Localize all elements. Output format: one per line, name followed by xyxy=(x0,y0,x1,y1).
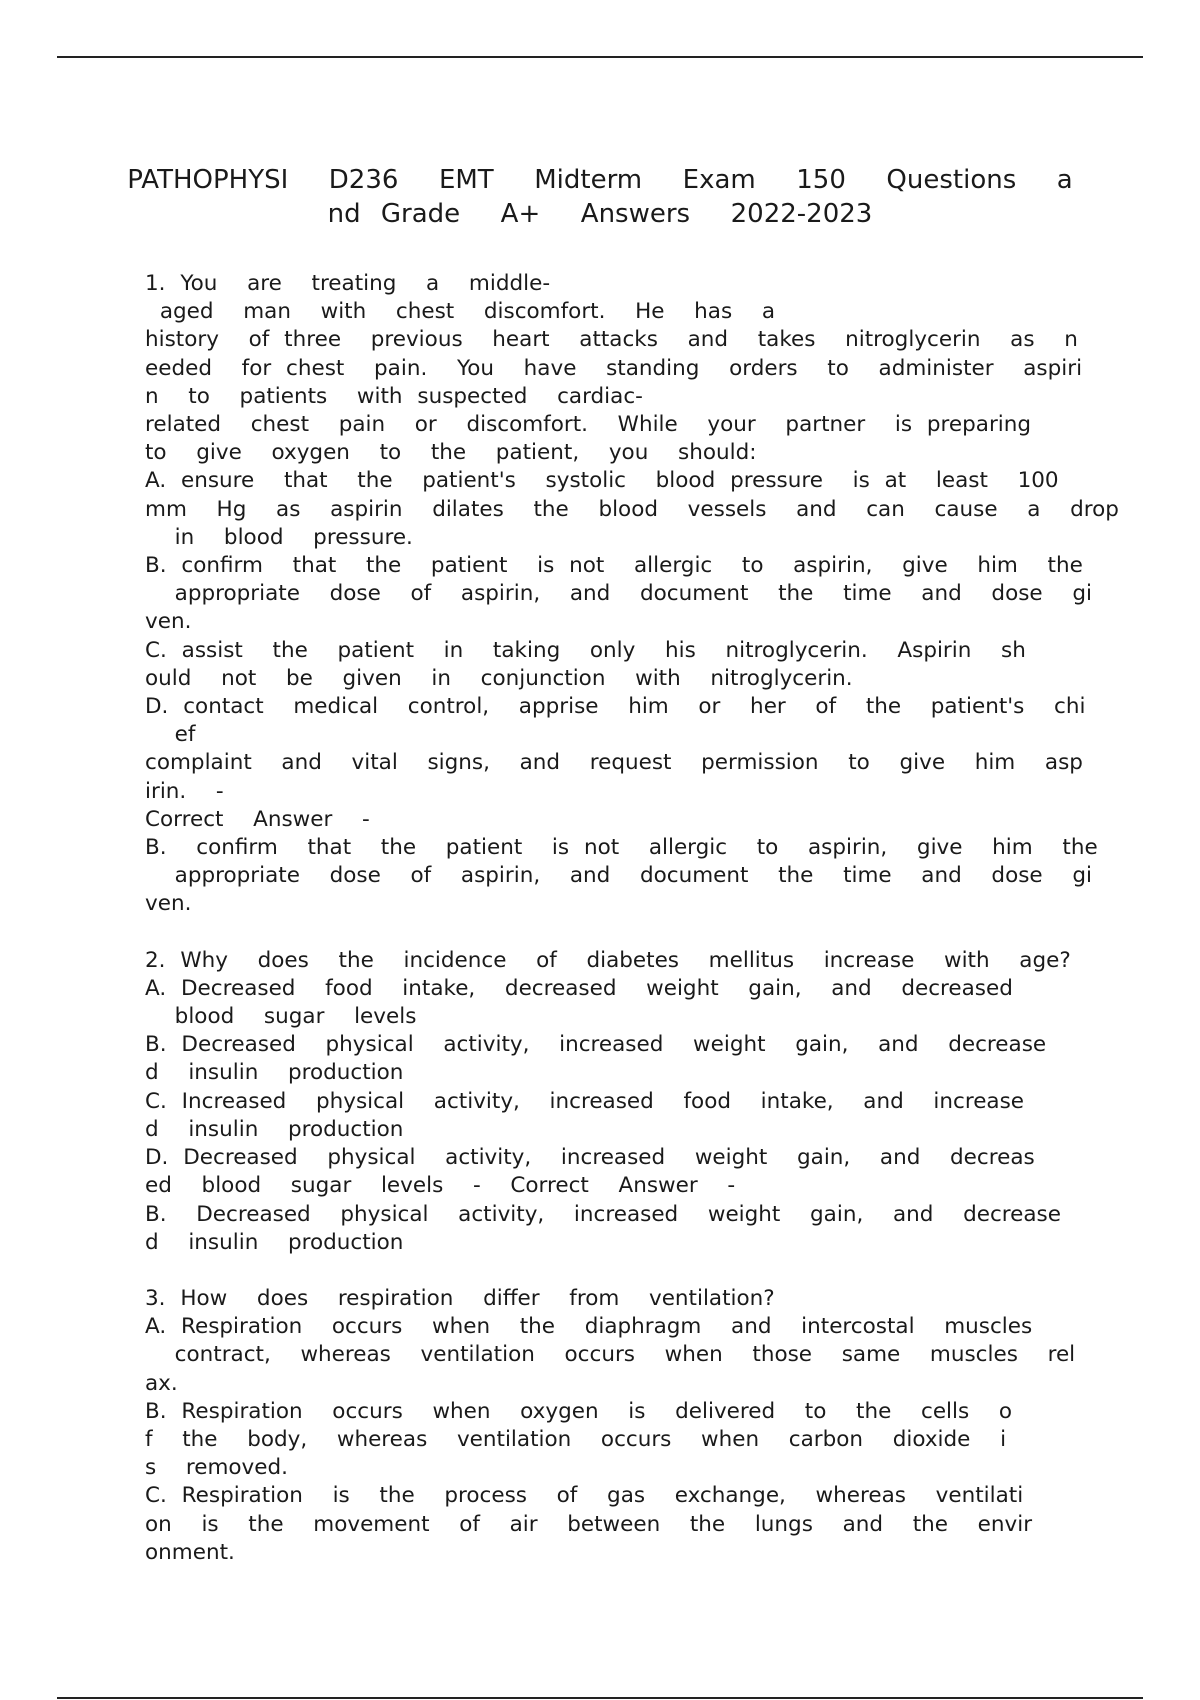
option-a-line: blood sugar levels xyxy=(145,1004,417,1030)
question-line: to give oxygen to the patient, you should: xyxy=(145,440,757,466)
question-line: eeded for chest pain. You have standing orders to administer aspiri xyxy=(145,355,1083,381)
bottom-rule xyxy=(57,1697,1143,1699)
correct-answer-line: B. Decreased physical activity, increased weight gain, and decrease xyxy=(145,1201,1061,1227)
option-a-line: contract, whereas ventilation occurs when those same muscles rel xyxy=(145,1342,1076,1368)
option-c-line: on is the movement of air between the lungs and the envir xyxy=(145,1511,1033,1537)
option-d-line: complaint and vital signs, and request permission to give him asp xyxy=(145,750,1083,776)
question-line: 3. How does respiration differ from ventilation? xyxy=(145,1285,775,1311)
option-b-line: B. Respiration occurs when oxygen is delivered to the cells o xyxy=(145,1398,1013,1424)
correct-answer-line: ven. xyxy=(145,891,192,917)
option-d-line: ef xyxy=(145,722,196,748)
question-2 xyxy=(145,947,1095,1257)
option-a-line: mm Hg as aspirin dilates the blood vessels and can cause a drop xyxy=(145,496,1119,522)
option-b-line: appropriate dose of aspirin, and document the time and dose gi xyxy=(145,581,1092,607)
question-line: history of three previous heart attacks and takes nitroglycerin as n xyxy=(145,327,1078,353)
option-b-line: f the body, whereas ventilation occurs when carbon dioxide i xyxy=(145,1426,1007,1452)
question-line: 1. You are treating a middle- xyxy=(145,271,551,296)
questions-body xyxy=(145,270,1119,1595)
option-a-line: A. ensure that the patient's systolic blood pressure is at least 100 xyxy=(145,468,1059,494)
correct-answer-line: d insulin production xyxy=(145,1229,404,1255)
option-a-line: ax. xyxy=(145,1370,178,1396)
top-rule xyxy=(57,56,1143,58)
option-a-line: in blood pressure. xyxy=(145,524,413,550)
option-d-line: D. Decreased physical activity, increased weight gain, and decreas xyxy=(145,1145,1035,1171)
option-b-line: B. confirm that the patient is not allergic to aspirin, give him the xyxy=(145,553,1083,579)
option-b-line: s removed. xyxy=(145,1455,288,1481)
question-1 xyxy=(145,270,1119,919)
option-c-line: ould not be given in conjunction with nitroglycerin. xyxy=(145,665,853,691)
title-line-2: nd Grade A+ Answers 2022-2023 xyxy=(327,199,873,229)
question-line: related chest pain or discomfort. While your partner is preparing xyxy=(145,412,1032,438)
question-3 xyxy=(145,1285,1095,1567)
correct-answer-line: B. confirm that the patient is not allergic to aspirin, give him the xyxy=(145,835,1098,861)
option-b-line: ven. xyxy=(145,609,192,635)
correct-answer-line: appropriate dose of aspirin, and document the time and dose gi xyxy=(145,863,1092,889)
option-c-line: C. Increased physical activity, increased food intake, and increase xyxy=(145,1088,1025,1114)
option-c-line: onment. xyxy=(145,1539,235,1565)
question-line: aged man with chest discomfort. He has a xyxy=(145,299,776,325)
question-line: n to patients with suspected cardiac- xyxy=(145,383,643,409)
option-c-line: d insulin production xyxy=(145,1116,404,1142)
option-d-line: irin. - xyxy=(145,778,224,804)
title-line-1: PATHOPHYSI D236 EMT Midterm Exam 150 Questions a xyxy=(127,165,1073,195)
option-b-line: B. Decreased physical activity, increased weight gain, and decrease xyxy=(145,1032,1047,1058)
page-title xyxy=(0,163,1200,231)
option-c-line: C. Respiration is the process of gas exchange, whereas ventilati xyxy=(145,1483,1024,1509)
option-b-line: d insulin production xyxy=(145,1060,404,1086)
correct-answer-label: Correct Answer - xyxy=(145,806,370,832)
question-line: 2. Why does the incidence of diabetes mellitus increase with age? xyxy=(145,947,1071,973)
option-d-line: D. contact medical control, apprise him or her of the patient's chi xyxy=(145,694,1086,720)
option-a-line: A. Decreased food intake, decreased weight gain, and decreased xyxy=(145,975,1013,1001)
option-d-line: ed blood sugar levels - Correct Answer - xyxy=(145,1173,736,1199)
option-c-line: C. assist the patient in taking only his nitroglycerin. Aspirin sh xyxy=(145,637,1026,663)
option-a-line: A. Respiration occurs when the diaphragm and intercostal muscles xyxy=(145,1314,1033,1340)
